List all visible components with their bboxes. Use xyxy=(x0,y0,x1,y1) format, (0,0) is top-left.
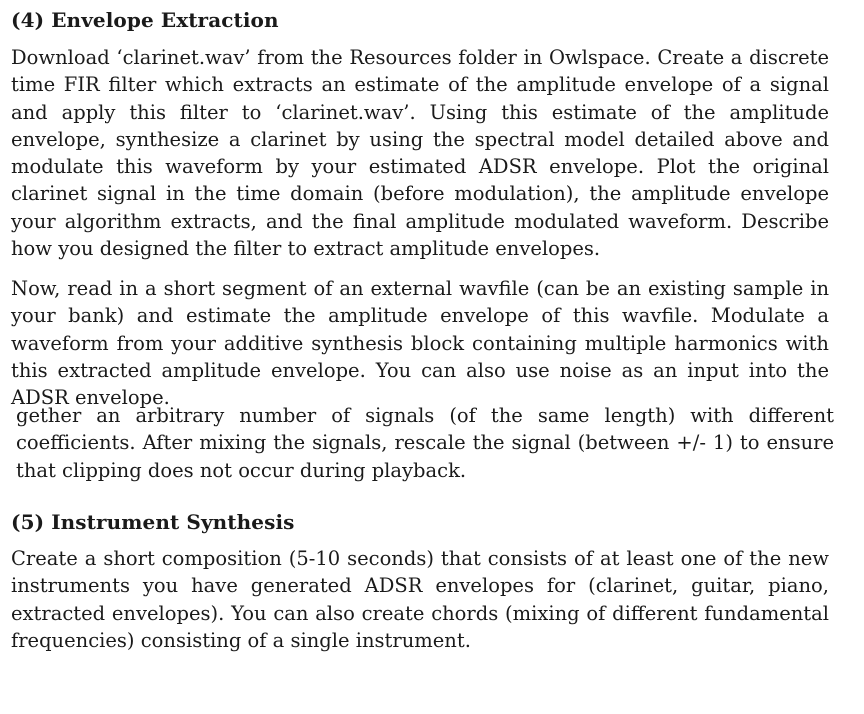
section-5-heading: (5) Instrument Synthesis xyxy=(11,510,295,534)
section-5-paragraph-1: Create a short composition (5-10 seconds) that consists of at least one of the new instruments you have generated ADSR envelopes for (clarinet, guitar, piano, extracted envelopes). You can also create chords (mixing of different fundamental frequencies) consisting of a single instrument. xyxy=(11,547,829,652)
section-4-paragraph-2: Now, read in a short segment of an external wavfile (can be an existing sample in your bank) and estimate the amplitude envelope of this wavfile. Modulate a waveform from your additive synthesis block containing multiple harmonics with this extracted amplitude envelope. You can also use noise as an input into the ADSR envelope. xyxy=(11,277,829,410)
section-4-paragraph-1: Download ‘clarinet.wav’ from the Resources folder in Owlspace. Create a discrete time FIR filter which extracts an estimate of the amplitude envelope of a signal and apply this filter to ‘clarinet.wav’. Using this estimate of the amplitude envelope, synthesize a clarinet by using the spectral model detailed above and modulate this waveform by your estimated ADSR envelope. Plot the original clarinet signal in the time domain (before modulation), the amplitude envelope your algorithm extracts, and the final amplitude modulated waveform. Describe how you designed the filter to extract amplitude envelopes. xyxy=(11,46,829,261)
section-4-heading: (4) Envelope Extraction xyxy=(11,8,279,32)
mixing-fragment-paragraph: gether an arbitrary number of signals (of the same length) with different coefficients. After mixing the signals, rescale the signal (between +/- 1) to ensure that clipping does not occur during playback. xyxy=(16,404,834,482)
